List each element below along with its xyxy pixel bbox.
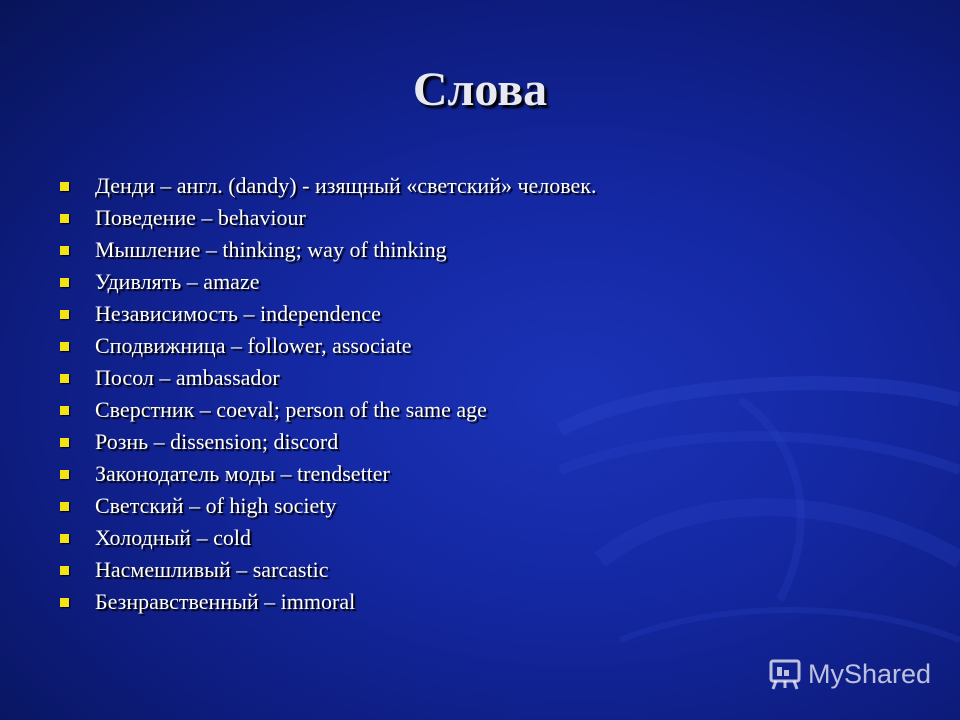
chalkboard-icon [768, 657, 802, 691]
list-item-text: Сподвижница – follower, associate [95, 333, 412, 358]
list-item [60, 490, 597, 522]
list-item-text: Поведение – behaviour [95, 205, 306, 230]
list-item-text: Холодный – cold [95, 525, 251, 550]
list-item-text: Денди – англ. (dandy) - изящный «светский» человек. [95, 173, 597, 198]
list-item [60, 554, 597, 586]
list-item [60, 202, 597, 234]
list-item [60, 234, 597, 266]
list-item [60, 426, 597, 458]
list-item [60, 522, 597, 554]
square-bullet-icon [60, 566, 69, 575]
square-bullet-icon [60, 214, 69, 223]
list-item [60, 362, 597, 394]
list-item-text: Безнравственный – immoral [95, 589, 356, 614]
list-item [60, 298, 597, 330]
watermark-text: MyShared [808, 658, 932, 689]
list-item-text: Насмешливый – sarcastic [95, 557, 329, 582]
square-bullet-icon [60, 470, 69, 479]
list-item [60, 266, 597, 298]
list-item [60, 394, 597, 426]
list-item-text: Удивлять – amaze [95, 269, 260, 294]
square-bullet-icon [60, 246, 69, 255]
square-bullet-icon [60, 598, 69, 607]
list-item-text: Светский – of high society [95, 493, 337, 518]
square-bullet-icon [60, 310, 69, 319]
list-item-text: Законодатель моды – trendsetter [95, 461, 390, 486]
square-bullet-icon [60, 438, 69, 447]
square-bullet-icon [60, 182, 69, 191]
list-item [60, 330, 597, 362]
slide-title: Слова [412, 63, 548, 116]
square-bullet-icon [60, 278, 69, 287]
myshared-watermark [768, 656, 931, 692]
square-bullet-icon [60, 342, 69, 351]
list-item [60, 458, 597, 490]
vocabulary-list [60, 170, 597, 618]
list-item [60, 586, 597, 618]
list-item [60, 170, 597, 202]
square-bullet-icon [60, 534, 69, 543]
square-bullet-icon [60, 406, 69, 415]
square-bullet-icon [60, 502, 69, 511]
list-item-text: Посол – ambassador [95, 365, 280, 390]
list-item-text: Мышление – thinking; way of thinking [95, 237, 447, 262]
list-item-text: Рознь – dissension; discord [95, 429, 339, 454]
square-bullet-icon [60, 374, 69, 383]
list-item-text: Сверстник – coeval; person of the same age [95, 397, 487, 422]
list-item-text: Независимость – independence [95, 301, 381, 326]
